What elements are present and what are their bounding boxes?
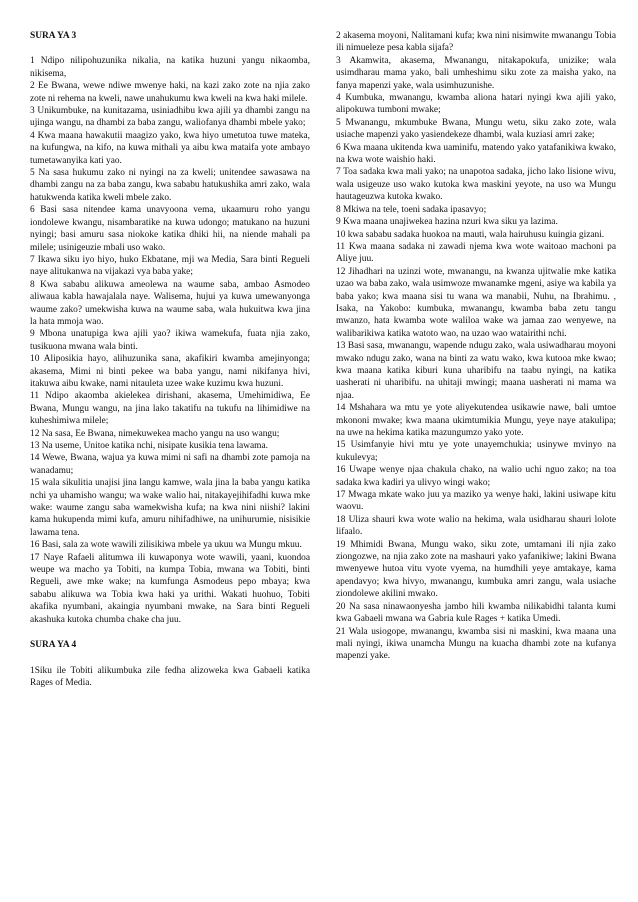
verse: 21 Wala usiogope, mwanangu, kwamba sisi ni maskini, kwa maana una mali nyingi, ikiwa unamcha Mungu na kuacha dhambi zote na kufanya mapenzi yake. [336, 626, 616, 662]
verse: 14 Wewe, Bwana, wajua ya kuwa mimi ni safi na dhambi zote pamoja na wanadamu; [30, 453, 310, 476]
verse: 11 Kwa maana sadaka ni zawadi njema kwa wote waitoao machoni pa Aliye juu. [336, 241, 616, 265]
verse: 10 kwa sababu sadaka huokoa na mauti, wala hairuhusu kuingia gizani. [336, 229, 605, 240]
verse: 9 Mbona unatupiga kwa ajili yao? ikiwa wamekufa, fuata njia zako, tusikuona mwana wala binti. [30, 329, 310, 352]
verse: 7 Toa sadaka kwa mali yako; na unapotoa sadaka, jicho lako lisione wivu, wala usigeuze uso wako kutoka kwa maskini yeyote, na uso wa Mungu hautageuzwa kutoka kwako. [336, 167, 616, 203]
verse: 10 Aliposikia hayo, alihuzunika sana, akafikiri kwamba amejinyonga; akasema, Mimi ni binti pekee wa baba yangu, nami nikifanya hivi, itakuwa aibu kwake, nami nitauleta uzee wake kuzimu kwa huzuni. [30, 354, 310, 389]
verse: 5 Mwanangu, mkumbuke Bwana, Mungu wetu, siku zako zote, wala usiache mapenzi yako yasiendekeze dhambi, wala kuziasi amri zake; [336, 117, 616, 141]
verse: 6 Basi sasa nitendee kama unavyoona vema, ukaamuru roho yangu iondolewe kwangu, nisambaratike na kuwa udongo; matukano na huzuni nyingi; basi amuru sasa niokoke katika dhiki hii, na niende mahali pa milele; usinigeuzie mbali uso wako. [30, 205, 310, 253]
chapter-4-verses-continued [336, 30, 616, 663]
verse: 7 Ikawa siku iyo hiyo, huko Ekbatane, mji wa Media, Sara binti Regueli naye alitukanwa na vijakazi vya baba yake; [30, 254, 310, 278]
verse: 8 Kwa sababu alikuwa ameolewa na waume saba, ambao Asmodeo aliwaua kabla hawajalala naye. Walisema, hujui ya kuwa umewanyonga waume zako? umekwisha kuwa na waume saba, wala hukuitwa kwa jina la hata mmoja wao. [30, 279, 310, 327]
verse: 2 akasema moyoni, Nalitamani kufa; kwa nini nisimwite mwanangu Tobia ili nimueleze pesa kabla sijafa? [336, 31, 616, 54]
verse: 16 Basi, sala za wote wawili zilisikiwa mbele ya ukuu wa Mungu mkuu. [30, 540, 302, 551]
verse: 19 Mhimidi Bwana, Mungu wako, siku zote, umtamani ili njia zako ziongozwe, na njia zako zote na mashauri yako yafanikiwe; lakini Bwana mwenyewe hutoa vitu vyote vyema, na humdhili yeye amtakaye, kama apendavyo; kwa hivyo, mwanangu, kumbuka amri zangu, wala usiache ziondolewe akilini mwako. [336, 539, 616, 600]
verse: 1Siku ile Tobiti alikumbuka zile fedha alizoweka kwa Gabaeli katika Rages of Media. [30, 665, 310, 688]
verse: 17 Mwaga mkate wako juu ya maziko ya wenye haki, lakini usiwape kitu waovu. [336, 490, 616, 513]
document-page [30, 30, 616, 880]
verse: 4 Kwa maana hawakutii maagizo yako, kwa hiyo umetutoa tuwe mateka, na kufungwa, na kifo, na kuwa mithali ya aibu kwa mataifa yote ambayo tumetawanyika kati yao. [30, 130, 310, 166]
chapter-4-verses [30, 665, 310, 690]
verse: 14 Mshahara wa mtu ye yote aliyekutendea usikawie nawe, bali umtoe mkononi mwake; kwa maana ukimtumikia Mungu, yeye naye atakulipa; na uwe na hekima katika mazungumzo yako yote. [336, 403, 616, 438]
verse: 13 Na useme, Unitoe katika nchi, nisipate kusikia tena lawama. [30, 441, 268, 451]
verse: 17 Naye Rafaeli alitumwa ili kuwaponya wote wawili, yaani, kuondoa weupe wa macho ya Tobiti, na kumpa Tobia, mwana wa Tobiti, binti Regueli, awe mke wake; na kumfunga Asmodeus pepo mbaya; kwa sababu alikuwa wa Tobia kwa haki ya urithi. Wakati huohuo, Tobiti akafika nyumbani, akaingia nyumbani mwake, na Sara binti Regueli akashuka kutoka chumba chake cha juu. [30, 552, 310, 625]
verse: 18 Uliza shauri kwa wote walio na hekima, wala usidharau shauri lolote lifaalo. [336, 514, 616, 538]
chapter-3-verses [30, 55, 310, 626]
verse: 6 Kwa maana ukitenda kwa uaminifu, matendo yako yatafanikiwa kwako, na kwa wote waishio haki. [336, 142, 616, 166]
verse: 3 Akamwita, akasema, Mwanangu, nitakapokufa, unizike; wala usimdharau mama yako, bali umheshimu siku zote za maisha yako, na fanya mapenzi yake, wala usimhuzunishe. [336, 55, 616, 91]
verse: 15 Usimfanyie hivi mtu ye yote unayemchukia; usinywe mvinyo na kukulevya; [336, 440, 616, 463]
verse: 2 Ee Bwana, wewe ndiwe mwenye haki, na kazi zako zote na njia zako zote ni rehema na kweli, nawe unahukumu kwa kweli na kwa haki milele. [30, 81, 310, 104]
verse: 20 Na sasa ninawaonyesha jambo hili kwamba nilikabidhi talanta kumi kwa Gabaeli mwana wa Gabria kule Rages + katika Umedi. [336, 601, 616, 625]
right-column [336, 30, 616, 880]
chapter-4-heading: SURA YA 4 [30, 640, 77, 651]
verse: 4 Kumbuka, mwanangu, kwamba aliona hatari nyingi kwa ajili yako, alipokuwa tumboni mwake; [336, 93, 616, 116]
verse: 1 Ndipo nilipohuzunika nikalia, na katika huzuni yangu nikaomba, nikisema, [30, 56, 310, 79]
verse: 15 wala sikulitia unajisi jina langu kamwe, wala jina la baba yangu katika nchi ya uhamisho wangu; wa wake walio hai, nitakayejihifadhi kuwa mke wake: waume zangu saba wamekwisha kufa; na kwa nini niishi? lakini kama hukupenda mimi kufa, amuru nihifadhiwe, na unihurumie, nisisikie lawama tena. [30, 478, 310, 538]
verse: 16 Uwape wenye njaa chakula chako, na walio uchi nguo zako; na toa sadaka kwa kadiri ya ulivyo wingi wako; [336, 465, 616, 488]
verse: 12 Jihadhari na uzinzi wote, mwanangu, na kwanza ujitwalie mke katika uzao wa baba zako, wala usimwoze mwanamke mgeni, asiye wa kabila ya baba yako; kwa maana sisi tu wana wa manabii, Nuhu, na Ibrahimu. , Isaka, na Yakobo: kumbuka, mwanangu, kwamba baba zetu tangu mwanzo, hata kwamba wote waliloa wake wa jamaa zao wenyewe, na walibarikiwa katika watoto wao, na uzao wao watairithi nchi. [336, 266, 616, 339]
verse: 11 Ndipo akaomba akielekea dirishani, akasema, Umehimidiwa, Ee Bwana, Mungu wangu, na jina lako takatifu na tukufu na lihimidiwe na kuheshimiwa milele; [30, 391, 310, 427]
verse: 8 Mkiwa na tele, toeni sadaka ipasavyo; [336, 204, 487, 215]
left-column [30, 30, 310, 880]
verse: 9 Kwa maana unajiwekea hazina nzuri kwa siku ya lazima. [336, 217, 558, 228]
verse: 5 Na sasa hukumu zako ni nyingi na za kweli; unitendee sawasawa na dhambi zangu na za baba zangu, kwa sababu hatukushika amri zako, wala hatukwenda katika kweli mbele zako. [30, 168, 310, 203]
chapter-3-heading: SURA YA 3 [30, 31, 77, 41]
verse: 3 Unikumbuke, na kunitazama, usiniadhibu kwa ajili ya dhambi zangu na ujinga wangu, na dhambi za baba zangu, waliofanya dhambi mbele yako; [30, 106, 310, 129]
verse: 12 Na sasa, Ee Bwana, nimekuwekea macho yangu na uso wangu; [30, 428, 280, 439]
verse: 13 Basi sasa, mwanangu, wapende ndugu zako, wala usiwadharau moyoni mwako ndugu zako, wana na binti za watu wako, kwa kutooa mke kwao; kwa maana katika kiburi kuna uharibifu na taabu nyingi, na katika uasherati ni uharibifu. na uhitaji mwingi; maana uasherati ni mama wa njaa. [336, 341, 616, 401]
